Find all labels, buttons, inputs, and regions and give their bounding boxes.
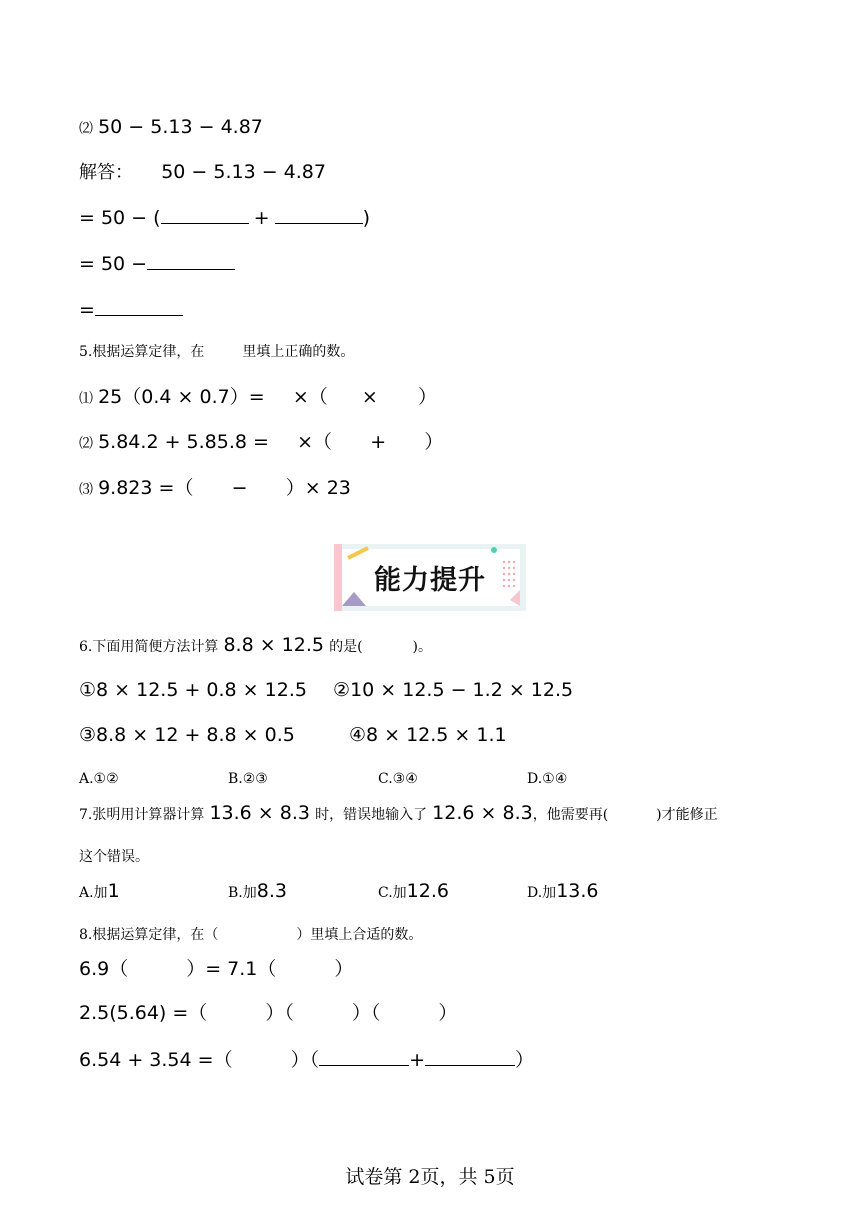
option-value: 13.6 (556, 880, 599, 902)
part-label: ⑵ (79, 436, 93, 452)
plus-sign: + (409, 1049, 426, 1071)
times-sign: × (361, 386, 378, 408)
row-text: ） (334, 958, 354, 980)
option-letter: B.加 (228, 885, 257, 901)
part-label: ⑶ (79, 482, 93, 498)
q7-option-a[interactable] (79, 882, 120, 901)
stem-text: ）里填上合适的数。 (296, 927, 423, 943)
fill-blank[interactable] (319, 1050, 409, 1066)
q7-option-b[interactable] (228, 882, 287, 901)
stem-expression: 8.8 × 12.5 (223, 634, 324, 656)
part-label: ⑵ (79, 121, 93, 137)
q7-stem (79, 804, 718, 823)
fill-blank[interactable] (275, 208, 363, 224)
close-paren: ） (515, 1049, 535, 1071)
answer-expression: 50 − 5.13 − 4.87 (161, 161, 326, 183)
fill-blank[interactable] (95, 300, 183, 316)
row-text: 2.5(5.64) =（ (79, 1002, 208, 1024)
q5-part2 (79, 433, 443, 452)
stem-text: 8.根据运算定律，在（ (79, 927, 219, 943)
row-text: 6.9（ (79, 958, 129, 980)
q6-option-a[interactable]: A.①② (79, 771, 119, 787)
stem-text: )才能修正 (656, 807, 718, 823)
choice-expression: ②10 × 12.5 − 1.2 × 12.5 (333, 679, 574, 701)
minus-sign: − (231, 477, 248, 499)
q8-row3 (79, 1050, 534, 1070)
step2-text: = 50 − (79, 253, 148, 275)
stem-text: 时，错误地输入了 (315, 807, 428, 823)
part-label: ⑴ (79, 391, 93, 407)
banner-title: 能力提升 (374, 565, 486, 596)
q6-option-d[interactable]: D.①④ (527, 771, 568, 787)
q4-part2 (79, 118, 263, 137)
stem-expression: 13.6 × 8.3 (209, 802, 310, 824)
row-text: ） (438, 1002, 458, 1024)
q6-option-b[interactable]: B.②③ (228, 771, 268, 787)
section-banner (334, 544, 526, 611)
times-open: ×（ (297, 431, 333, 453)
page-footer: 试卷第 2页，共 5页 (345, 1166, 515, 1188)
fill-blank[interactable] (425, 1050, 515, 1066)
q8-row2 (79, 1004, 457, 1023)
q5-part3 (79, 479, 351, 498)
q4-step2 (79, 254, 235, 274)
q7-option-c[interactable] (378, 882, 449, 901)
stem-text: )。 (412, 639, 433, 655)
option-value: 8.3 (256, 880, 287, 902)
option-value: 1 (107, 880, 120, 902)
q8-row1 (79, 960, 353, 979)
part-tail: ）× 23 (285, 477, 351, 499)
q4-answer (79, 163, 326, 182)
fill-blank[interactable] (147, 254, 235, 270)
plus-sign: + (370, 431, 387, 453)
q6-row2 (79, 726, 507, 745)
times-open: ×（ (292, 386, 328, 408)
stem-text: ，他需要再( (532, 807, 609, 823)
q4-step1 (79, 208, 370, 228)
option-letter: C.加 (378, 885, 407, 901)
row-text: ）（ (265, 1002, 294, 1024)
fill-blank[interactable] (161, 208, 249, 224)
plus-sign: + (253, 207, 270, 229)
option-value: 12.6 (406, 880, 449, 902)
row-text: 6.54 + 3.54 =（ (79, 1049, 233, 1071)
row-text: ）（ (351, 1002, 381, 1024)
answer-label: 解答： (79, 162, 133, 183)
close-paren: ) (362, 207, 371, 229)
row-text: ）（ (290, 1049, 320, 1071)
option-letter: D.加 (527, 885, 557, 901)
part-expression: 5.84.2 + 5.85.8 = (98, 431, 269, 453)
stem-text: 5.根据运算定律，在 (79, 344, 205, 360)
q5-stem (79, 345, 354, 359)
close-paren: ） (424, 431, 444, 453)
stem-text: 里填上正确的数。 (242, 344, 355, 360)
q6-option-c[interactable]: C.③④ (378, 771, 418, 787)
q7-stem-line2: 这个错误。 (79, 849, 149, 865)
part-expression: 50 − 5.13 − 4.87 (98, 116, 263, 138)
stem-expression: 12.6 × 8.3 (432, 802, 533, 824)
q6-row1 (79, 681, 573, 700)
row-text: ）= 7.1（ (186, 958, 277, 980)
part-expression: 9.823 =（ (98, 477, 194, 499)
stem-text: 的是( (329, 639, 363, 655)
close-paren: ） (418, 386, 438, 408)
stem-text: 6.下面用简便方法计算 (79, 639, 219, 655)
q8-stem (79, 928, 422, 942)
q4-step3 (79, 300, 183, 320)
part-expression: 25（0.4 × 0.7）= (98, 386, 265, 408)
q7-option-d[interactable] (527, 882, 599, 901)
step1-text: = 50 − ( (79, 207, 161, 229)
q6-stem (79, 636, 432, 655)
choice-expression: ④8 × 12.5 × 1.1 (348, 724, 507, 746)
choice-expression: ③8.8 × 12 + 8.8 × 0.5 (79, 724, 295, 746)
choice-expression: ①8 × 12.5 + 0.8 × 12.5 (79, 679, 307, 701)
stem-text: 7.张明用计算器计算 (79, 807, 205, 823)
step3-text: = (79, 299, 95, 321)
q5-part1 (79, 388, 437, 407)
option-letter: A.加 (79, 885, 108, 901)
